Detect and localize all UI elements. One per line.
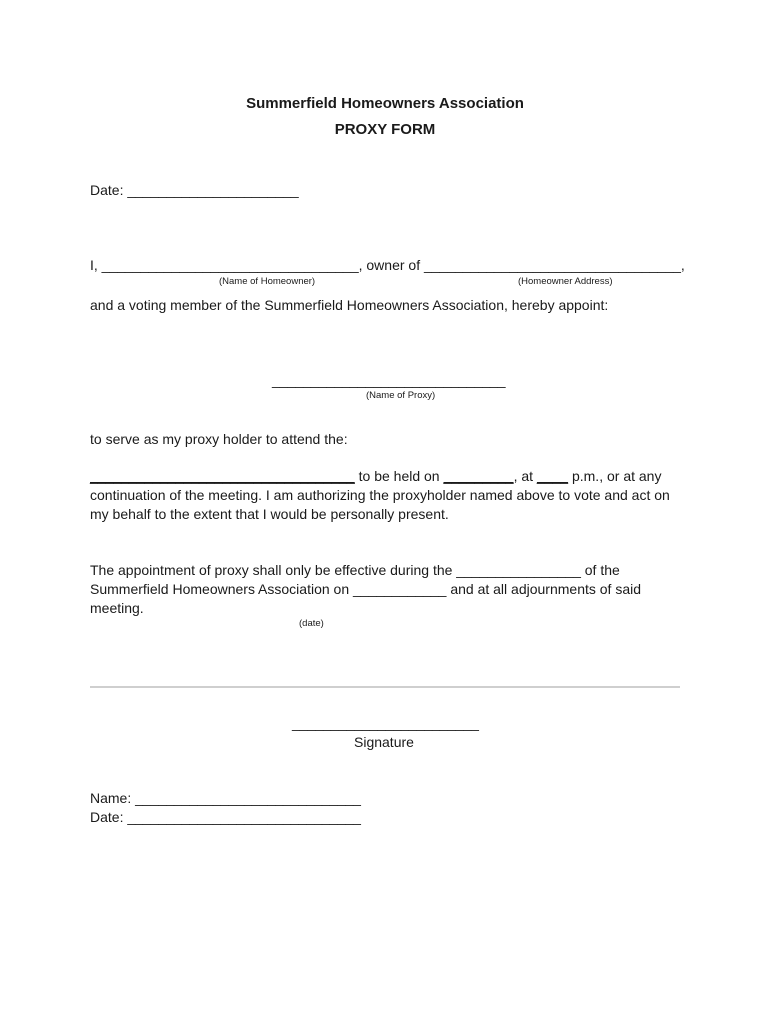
meeting-date-blank: _________ <box>443 468 514 484</box>
proxy-name-caption: (Name of Proxy) <box>366 390 436 401</box>
homeowner-name-caption: (Name of Homeowner) <box>219 276 316 287</box>
date-field-line: Date: ______________________ <box>90 182 299 198</box>
meeting-time-blank: ____ <box>536 468 569 484</box>
voting-member-text: and a voting member of the Summerfield Homeowners Association, hereby appoint: <box>90 297 609 313</box>
form-title: PROXY FORM <box>334 121 436 138</box>
homeowner-address-caption: (Homeowner Address) <box>518 276 613 287</box>
held-on-text: to be held on <box>354 468 444 484</box>
footer-name-line: Name: _____________________________ <box>90 790 361 806</box>
authorization-text-line2: continuation of the meeting. I am authorizing the proxyholder named above to vote and act on <box>90 487 670 503</box>
at-text: , at <box>513 468 537 484</box>
effective-date-caption: (date) <box>299 618 324 629</box>
section-divider <box>90 686 680 688</box>
meeting-line <box>90 467 661 486</box>
signature-label: Signature <box>354 734 414 750</box>
effective-text-line2: Summerfield Homeowners Association on ____________ and at all adjournments of said <box>90 581 642 597</box>
effective-text-line3: meeting. <box>90 600 144 616</box>
pm-text: p.m., or at any <box>568 468 662 484</box>
homeowner-appointment-line: I, _________________________________, owner of _________________________________, <box>90 257 685 273</box>
proxy-name-line: ______________________________ <box>272 372 506 388</box>
effective-text-line1: The appointment of proxy shall only be effective during the ________________ of the <box>90 562 620 578</box>
org-title: Summerfield Homeowners Association <box>246 95 524 112</box>
signature-line: ________________________ <box>292 715 479 731</box>
attend-intro-text: to serve as my proxy holder to attend the: <box>90 431 348 447</box>
authorization-text-line3: my behalf to the extent that I would be personally present. <box>90 506 449 522</box>
meeting-name-blank: __________________________________ <box>90 468 355 484</box>
footer-date-line: Date: ______________________________ <box>90 809 361 825</box>
